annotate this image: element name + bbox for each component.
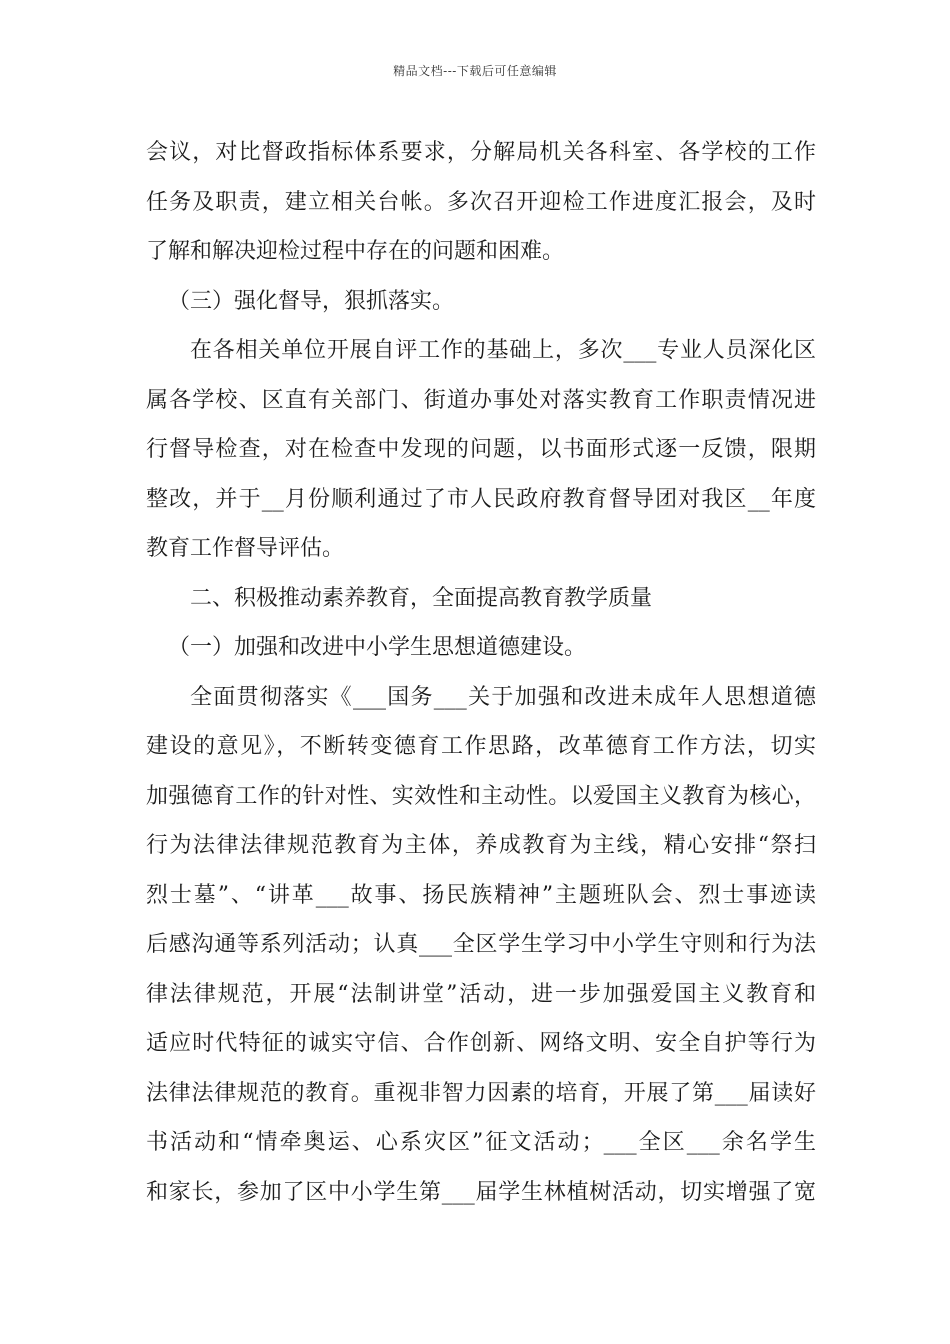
text-line: 了解和解决迎检过程中存在的问题和困难。 [146, 239, 565, 264]
text-line: 行督导检查，对在检查中发现的问题，以书面形式逐一反馈，限期 [146, 437, 816, 462]
text-line: （一）加强和改进中小学生思想道德建设。 [168, 635, 587, 660]
text-line: 教育工作督导评估。 [146, 536, 345, 561]
text-line: 和家长，参加了区中小学生第___届学生林植树活动，切实增强了宽 [146, 1179, 816, 1205]
text-line: 在各相关单位开展自评工作的基础上，多次___专业人员深化区 [190, 338, 816, 363]
text-line: 书活动和“情牵奥运、心系灾区”征文活动；___全区___余名学生 [146, 1130, 816, 1155]
text-line: 会议，对比督政指标体系要求，分解局机关各科室、各学校的工作 [146, 140, 816, 165]
text-line: 任务及职责，建立相关台帐。多次召开迎检工作进度汇报会，及时 [146, 189, 816, 215]
page-header: 精品文档---下载后可任意编辑 [393, 64, 557, 78]
text-line: 法律法律规范的教育。重视非智力因素的培育，开展了第___届读好 [146, 1080, 816, 1106]
text-line: 加强德育工作的针对性、实效性和主动性。以爱国主义教育为核心， [146, 783, 816, 809]
text-line: 烈士墓”、“讲革___故事、扬民族精神”主题班队会、烈士事迹读 [146, 882, 816, 908]
text-line: 律法律规范，开展“法制讲堂”活动，进一步加强爱国主义教育和 [146, 981, 816, 1007]
text-line: 建设的意见》，不断转变德育工作思路，改革德育工作方法，切实 [146, 734, 816, 759]
text-line: 属各学校、区直有关部门、街道办事处对落实教育工作职责情况进 [146, 387, 816, 413]
text-line: （三）强化督导，狠抓落实。 [168, 288, 455, 314]
text-line: 二、积极推动素养教育，全面提高教育教学质量 [190, 585, 653, 611]
text-line: 适应时代特征的诚实守信、合作创新、网络文明、安全自护等行为 [146, 1031, 816, 1056]
text-line: 后感沟通等系列活动；认真___全区学生学习中小学生守则和行为法 [146, 932, 816, 957]
text-line: 行为法律法律规范教育为主体，养成教育为主线，精心安排“祭扫 [146, 833, 816, 858]
text-line: 整改，并于__月份顺利通过了市人民政府教育督导团对我区__年度 [146, 486, 816, 512]
text-line: 全面贯彻落实《___国务___关于加强和改进未成年人思想道德 [190, 684, 816, 710]
document-body [146, 128, 816, 1217]
